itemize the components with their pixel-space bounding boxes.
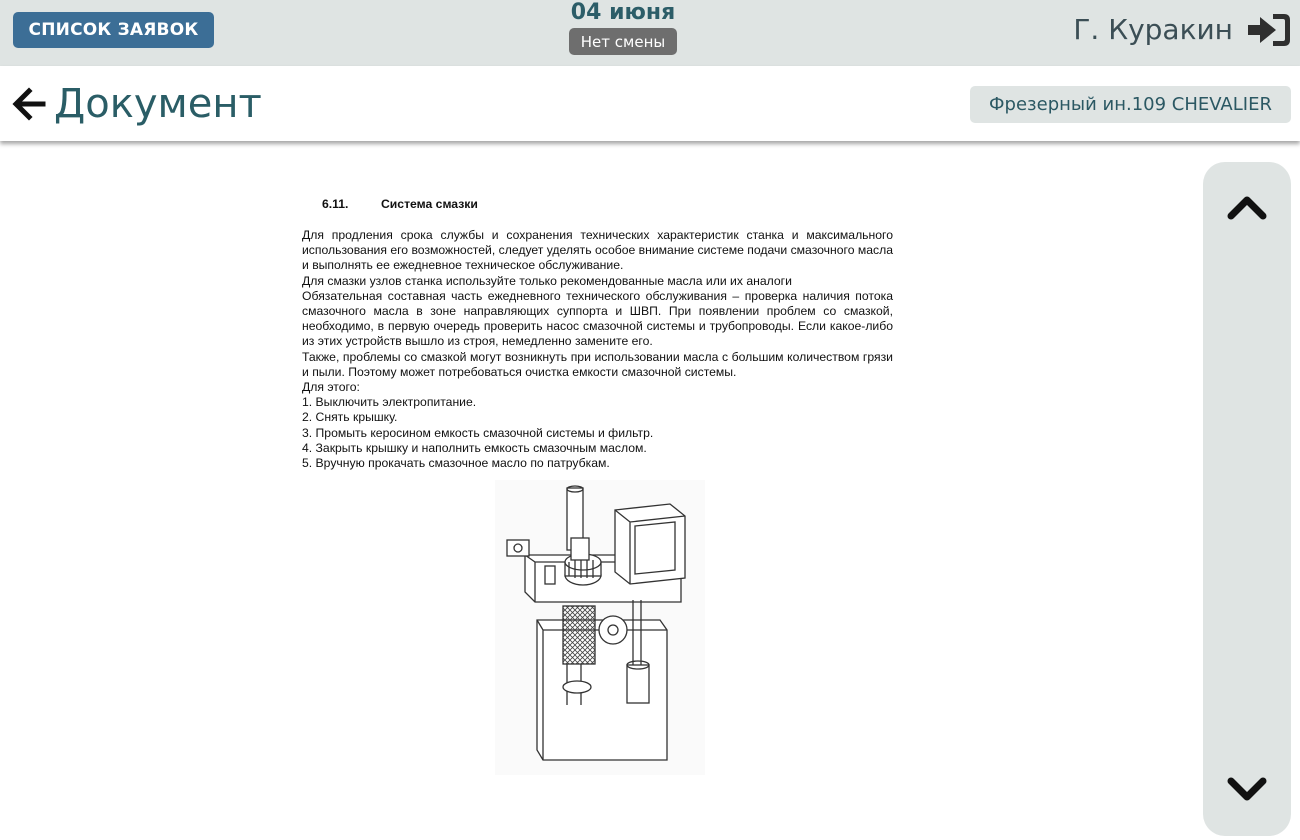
top-bar (0, 0, 1300, 66)
list-item: 3. Промыть керосином емкость смазочной системы и фильтр. (302, 425, 654, 440)
list-item: 2. Снять крышку. (302, 410, 398, 425)
paragraph: Для этого: (302, 380, 360, 395)
scroll-panel (1203, 162, 1291, 836)
shift-status-badge: Нет смены (569, 28, 677, 55)
arrow-left-icon[interactable] (12, 86, 46, 122)
section-number: 6.11. (322, 197, 349, 211)
logout-icon[interactable] (1246, 12, 1292, 48)
machine-label: Фрезерный ин.109 CHEVALIER (970, 86, 1291, 123)
user-name: Г. Куракин (1073, 13, 1233, 46)
paragraph: Обязательная составная часть ежедневного технического обслуживания – проверка наличия потока смазочного масла в зоне направляющих суппорта и ШВП. При появлении проблем со смазкой, необходимо, в первую очередь проверить насос смазочной системы и трубопроводы. Если какое-либо из этих устройств вышло из строя, немедленно замените его. (302, 288, 893, 349)
chevron-down-icon[interactable] (1226, 773, 1268, 805)
paragraph: Для смазки узлов станка используйте только рекомендованные масла или их аналоги (302, 273, 792, 288)
document-content (302, 196, 893, 471)
section-title: Система смазки (381, 197, 478, 211)
paragraph: Также, проблемы со смазкой могут возникнуть при использовании масла с большим количеством грязи и пыли. Поэтому может потребоваться очистка емкости смазочной системы. (302, 349, 893, 379)
chevron-up-icon[interactable] (1226, 190, 1268, 222)
request-list-button[interactable]: СПИСОК ЗАЯВОК (13, 12, 214, 48)
page-title: Документ (54, 81, 262, 127)
paragraph: Для продления срока службы и сохранения технических характеристик станка и максимального использования его возможностей, следует уделять особое внимание системе подачи смазочного масла и выполнять ее ежедневное техническое обслуживание. (302, 228, 893, 273)
list-item: 5. Вручную прокачать смазочное масло по патрубкам. (302, 456, 610, 471)
lubrication-pump-figure (495, 480, 705, 775)
list-item: 4. Закрыть крышку и наполнить емкость смазочным маслом. (302, 440, 647, 455)
current-date: 04 июня (570, 0, 676, 25)
list-item: 1. Выключить электропитание. (302, 395, 477, 410)
section-heading (322, 196, 893, 212)
